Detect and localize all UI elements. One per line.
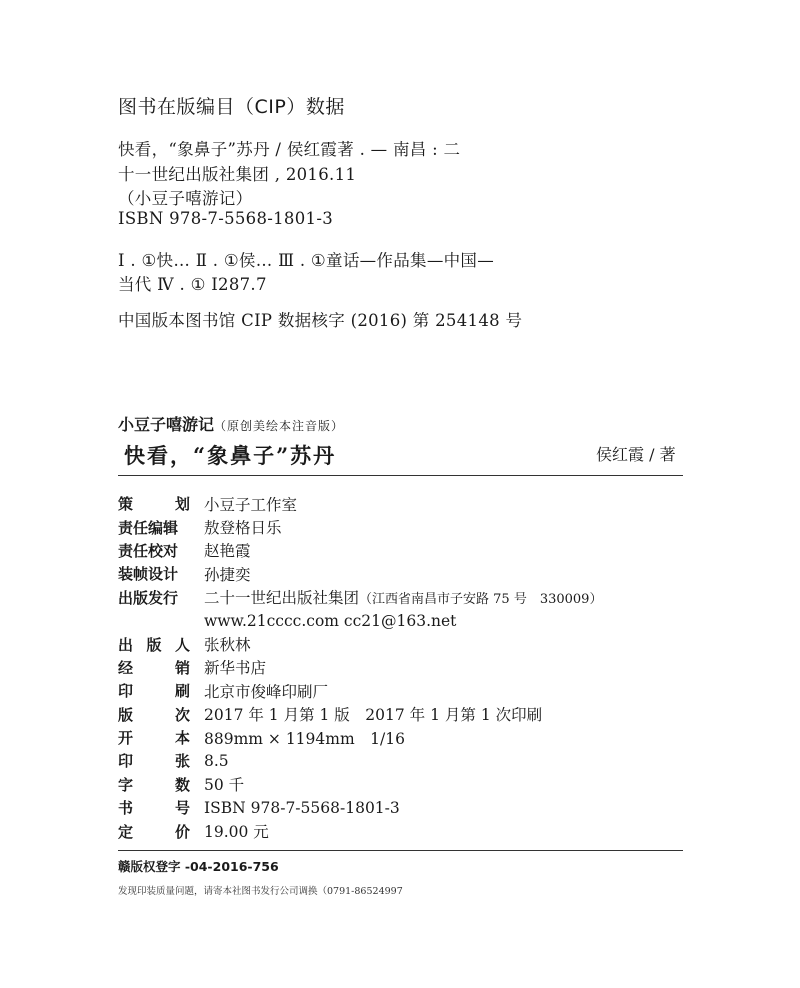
label-char: 人 <box>174 635 190 654</box>
words-value: 50 千 <box>204 776 245 795</box>
cip-isbn: ISBN 978-7-5568-1801-3 <box>118 209 334 228</box>
label-char: 策 <box>118 495 134 514</box>
label-char: 版 <box>146 635 162 654</box>
divider-bottom <box>118 850 683 851</box>
label-char: 印 <box>118 682 134 701</box>
planning-value: 小豆子工作室 <box>204 495 298 514</box>
series-name: 小豆子嘻游记 <box>118 415 215 434</box>
sheets-value: 8.5 <box>204 751 229 770</box>
label-char: 张 <box>174 752 190 771</box>
cip-line: 快看，“象鼻子”苏丹 / 侯红霞著 . — 南昌 : 二 <box>118 140 461 159</box>
label-char: 次 <box>174 705 190 724</box>
publisher-name: 二十一世纪出版社集团 <box>204 589 360 608</box>
publisher-label: 出版发行 <box>118 588 179 607</box>
label-char: 价 <box>174 822 190 841</box>
publisher-value <box>204 586 602 609</box>
info-row <box>118 515 602 538</box>
label-char: 销 <box>174 658 190 677</box>
info-row <box>118 632 602 655</box>
proofreader-label: 责任校对 <box>118 541 179 560</box>
label-char: 出 <box>118 635 134 654</box>
price-value: 19.00 元 <box>204 823 269 842</box>
editor-label: 责任编辑 <box>118 518 179 537</box>
series-title <box>118 412 344 435</box>
book-title: 快看，“象鼻子”苏丹 <box>124 443 337 468</box>
editor-value: 敖登格日乐 <box>204 519 282 538</box>
info-row <box>118 773 602 796</box>
info-row <box>118 749 602 772</box>
designer-value: 孙捷奕 <box>204 565 251 584</box>
proofreader-value: 赵艳霞 <box>204 542 251 561</box>
label-char: 数 <box>174 775 190 794</box>
cip-library-record: 中国版本图书馆 CIP 数据核字 (2016) 第 254148 号 <box>118 311 523 330</box>
info-row <box>118 492 602 515</box>
distributor-value: 新华书店 <box>204 659 267 678</box>
format-value: 889mm × 1194mm 1/16 <box>204 729 405 748</box>
quality-note: 发现印装质量问题，请寄本社图书发行公司调换（0791-86524997 <box>118 886 403 897</box>
label-char: 版 <box>118 705 134 724</box>
edition-value: 2017 年 1 月第 1 版 2017 年 1 月第 1 次印刷 <box>204 706 543 725</box>
cip-classification: 当代 Ⅳ . ① I287.7 <box>118 275 267 294</box>
label-char: 字 <box>118 775 134 794</box>
publication-info <box>118 492 602 843</box>
info-row <box>118 539 602 562</box>
printer-value: 北京市俊峰印刷厂 <box>204 682 329 701</box>
author: 侯红霞 / 著 <box>596 445 676 464</box>
label-char: 书 <box>118 799 134 818</box>
cip-classification: Ⅰ . ①快… Ⅱ . ①侯… Ⅲ . ①童话—作品集—中国— <box>118 251 495 270</box>
issuer-value: 张秋林 <box>204 636 251 655</box>
info-row <box>118 562 602 585</box>
info-row <box>118 586 602 609</box>
cip-line: （小豆子嘻游记） <box>118 189 253 208</box>
label-char: 本 <box>174 729 190 748</box>
label-char: 经 <box>118 658 134 677</box>
cip-heading: 图书在版编目（CIP）数据 <box>118 96 345 118</box>
label-char: 划 <box>174 495 190 514</box>
info-row <box>118 679 602 702</box>
info-row <box>118 703 602 726</box>
label-char: 定 <box>118 822 134 841</box>
label-char: 刷 <box>174 682 190 701</box>
publisher-web: www.21cccc.com cc21@163.net <box>204 611 457 630</box>
cip-line: 十一世纪出版社集团 , 2016.11 <box>118 165 357 184</box>
divider-top <box>118 475 683 476</box>
info-row <box>118 796 602 819</box>
info-row <box>118 819 602 842</box>
designer-label: 装帧设计 <box>118 565 179 584</box>
label-char: 开 <box>118 729 134 748</box>
series-subtitle: （原创美绘本注音版） <box>214 419 345 433</box>
label-char: 号 <box>174 799 190 818</box>
isbn-value: ISBN 978-7-5568-1801-3 <box>204 798 400 817</box>
info-row <box>118 656 602 679</box>
info-row <box>118 726 602 749</box>
copyright-registration: 赣版权登字 -04-2016-756 <box>118 859 279 874</box>
label-char: 印 <box>118 752 134 771</box>
publisher-address: （江西省南昌市子安路 75 号 330009） <box>359 592 603 608</box>
info-row <box>118 609 602 632</box>
